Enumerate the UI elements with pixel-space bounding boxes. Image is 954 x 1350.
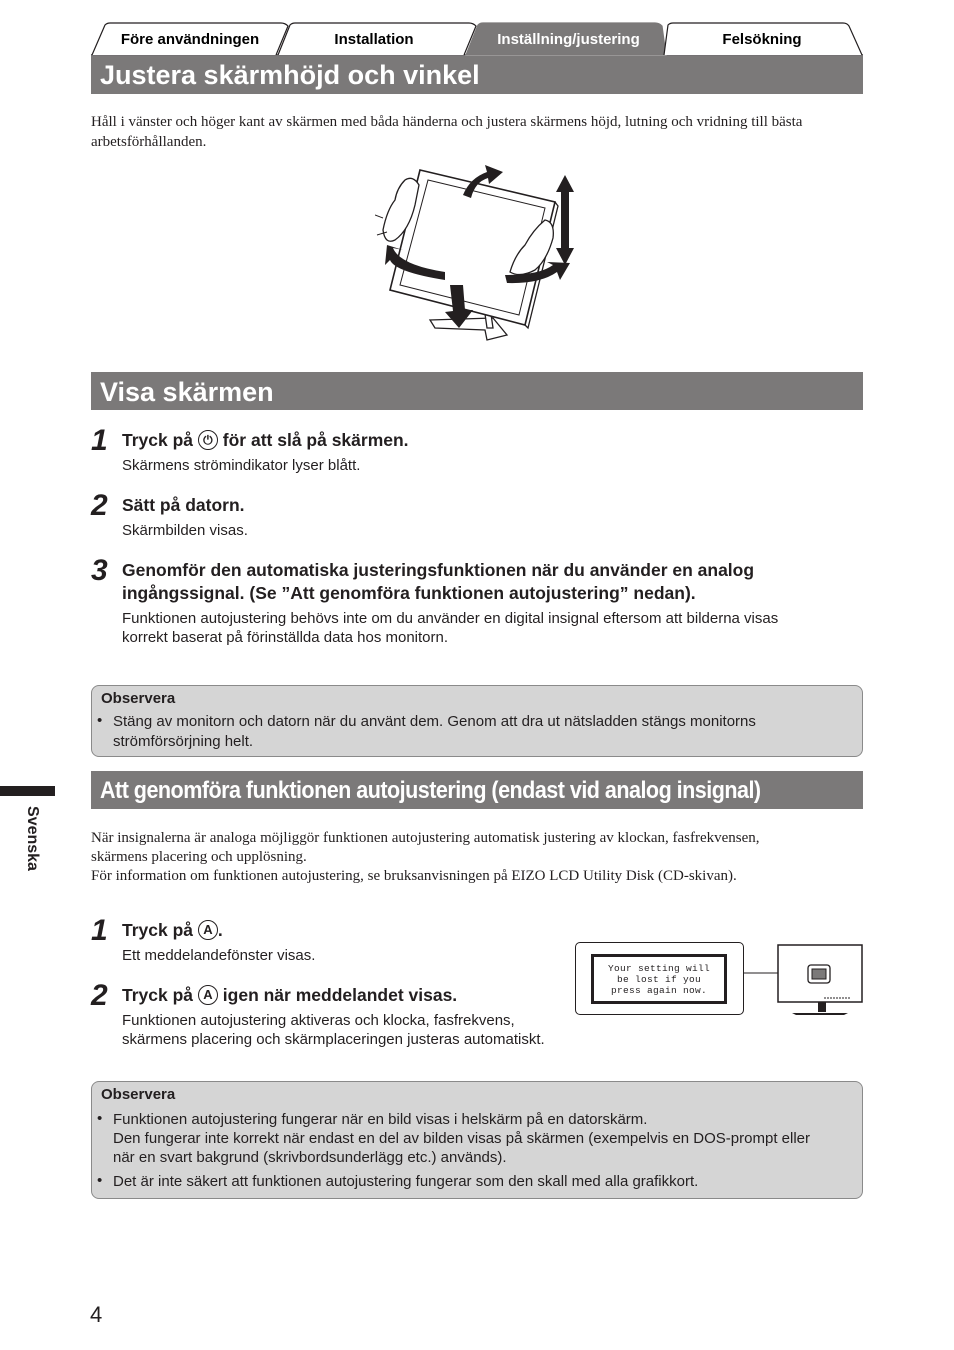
message-text <box>594 957 724 996</box>
power-icon: ⏻ <box>198 430 218 450</box>
section3-body-line3: För information om funktionen autojustering, se bruksanvisningen på EIZO LCD Utility Disk (CD-skivan). <box>91 868 737 884</box>
language-label: Svenska <box>24 806 41 871</box>
monitor-adjustment-illustration <box>375 160 585 360</box>
auto-button-icon: A <box>198 920 218 940</box>
step-number: 3 <box>91 554 108 587</box>
section-title-auto-adjust-text: Att genomföra funktionen autojustering (endast vid analog insignal) <box>100 777 761 804</box>
message-line: press again now. <box>610 985 707 996</box>
note-item1-line1: Funktionen autojustering fungerar när en bild visas i helskärm på en datorskärm. <box>113 1111 648 1128</box>
monitor-icon <box>744 940 866 1020</box>
message-window-callout <box>575 942 744 1015</box>
note-box <box>91 685 863 757</box>
step-title-pre: Tryck på <box>122 430 194 450</box>
section-title-auto-adjust <box>91 771 863 809</box>
step-title-pre: Tryck på <box>122 920 194 940</box>
note-item1-line3: när en svart bakgrund (skrivbordsunderlägg etc.) används). <box>113 1149 507 1166</box>
note-bullet: • <box>97 1110 103 1127</box>
note-box <box>91 1081 863 1199</box>
note-bullet: • <box>97 1172 103 1189</box>
tab-bar <box>91 22 863 56</box>
section1-body-line2: arbetsförhållanden. <box>91 134 207 150</box>
note-item-line2: strömförsörjning helt. <box>113 733 254 750</box>
step-description: Ett meddelandefönster visas. <box>122 947 316 964</box>
note-bullet: • <box>97 712 103 729</box>
section-title-show-screen: Visa skärmen <box>91 372 863 410</box>
note-title: Observera <box>101 690 176 707</box>
language-tab-bar <box>0 786 55 796</box>
section1-body-line1: Håll i vänster och höger kant av skärmen med båda händerna och justera skärmens höjd, lutning och vridning till bästa <box>91 114 803 130</box>
tab-troubleshooting[interactable]: Felsökning <box>722 31 802 48</box>
step-title-line2: ingångssignal. (Se ”Att genomföra funktionen autojustering” nedan). <box>122 583 696 603</box>
step-title-post: . <box>217 920 223 940</box>
section3-body-line1: När insignalerna är analoga möjliggör funktionen autojustering automatisk justering av klockan, fasfrekvensen, <box>91 830 760 846</box>
note-item2: Det är inte säkert att funktionen autojustering fungerar som den skall med alla grafikkort. <box>113 1173 699 1190</box>
step-description: Skärmens strömindikator lyser blått. <box>122 457 361 474</box>
step-title-post: igen när meddelandet visas. <box>222 985 458 1005</box>
step-description-line2: korrekt baserat på förinställda data hos monitorn. <box>122 629 449 646</box>
message-window <box>591 954 727 1004</box>
step-number: 2 <box>91 979 108 1012</box>
tab-settings-adjustment[interactable]: Inställning/justering <box>497 31 640 48</box>
tab-installation[interactable]: Installation <box>334 31 414 48</box>
step-title: Sätt på datorn. <box>122 495 245 515</box>
note-item1-line2: Den fungerar inte korrekt när endast en del av bilden visas på skärmen (exempelvis en DOS-prompt eller <box>113 1130 811 1147</box>
auto-button-icon: A <box>198 985 218 1005</box>
step-description-line2: skärmens placering och skärmplaceringen justeras automatiskt. <box>122 1031 545 1048</box>
step-number: 1 <box>91 914 108 947</box>
step-title-pre: Tryck på <box>122 985 194 1005</box>
step-number: 1 <box>91 424 108 457</box>
step-number: 2 <box>91 489 108 522</box>
step-title-post: för att slå på skärmen. <box>222 430 409 450</box>
step-description: Skärmbilden visas. <box>122 522 248 539</box>
note-item-line1: Stäng av monitorn och datorn när du använt dem. Genom att dra ut nätsladden stängs monitorns <box>113 713 756 730</box>
page-number: 4 <box>90 1302 103 1327</box>
step-description-line1: Funktionen autojustering aktiveras och klocka, fasfrekvens, <box>122 1012 515 1029</box>
section-title-height-angle: Justera skärmhöjd och vinkel <box>91 56 863 94</box>
section3-body-line2: skärmens placering och upplösning. <box>91 849 307 865</box>
note-title: Observera <box>101 1086 176 1103</box>
message-line: Your setting will <box>607 963 710 974</box>
step-title <box>122 984 457 1007</box>
step-title-line1: Genomför den automatiska justeringsfunktionen när du använder en analog <box>122 560 755 580</box>
step-title <box>122 429 409 452</box>
tab-before-use[interactable]: Före användningen <box>120 31 260 48</box>
step-title <box>122 919 223 942</box>
message-line: be lost if you <box>616 974 701 985</box>
step-description-line1: Funktionen autojustering behövs inte om du använder en digital insignal eftersom att bilderna visas <box>122 610 779 627</box>
